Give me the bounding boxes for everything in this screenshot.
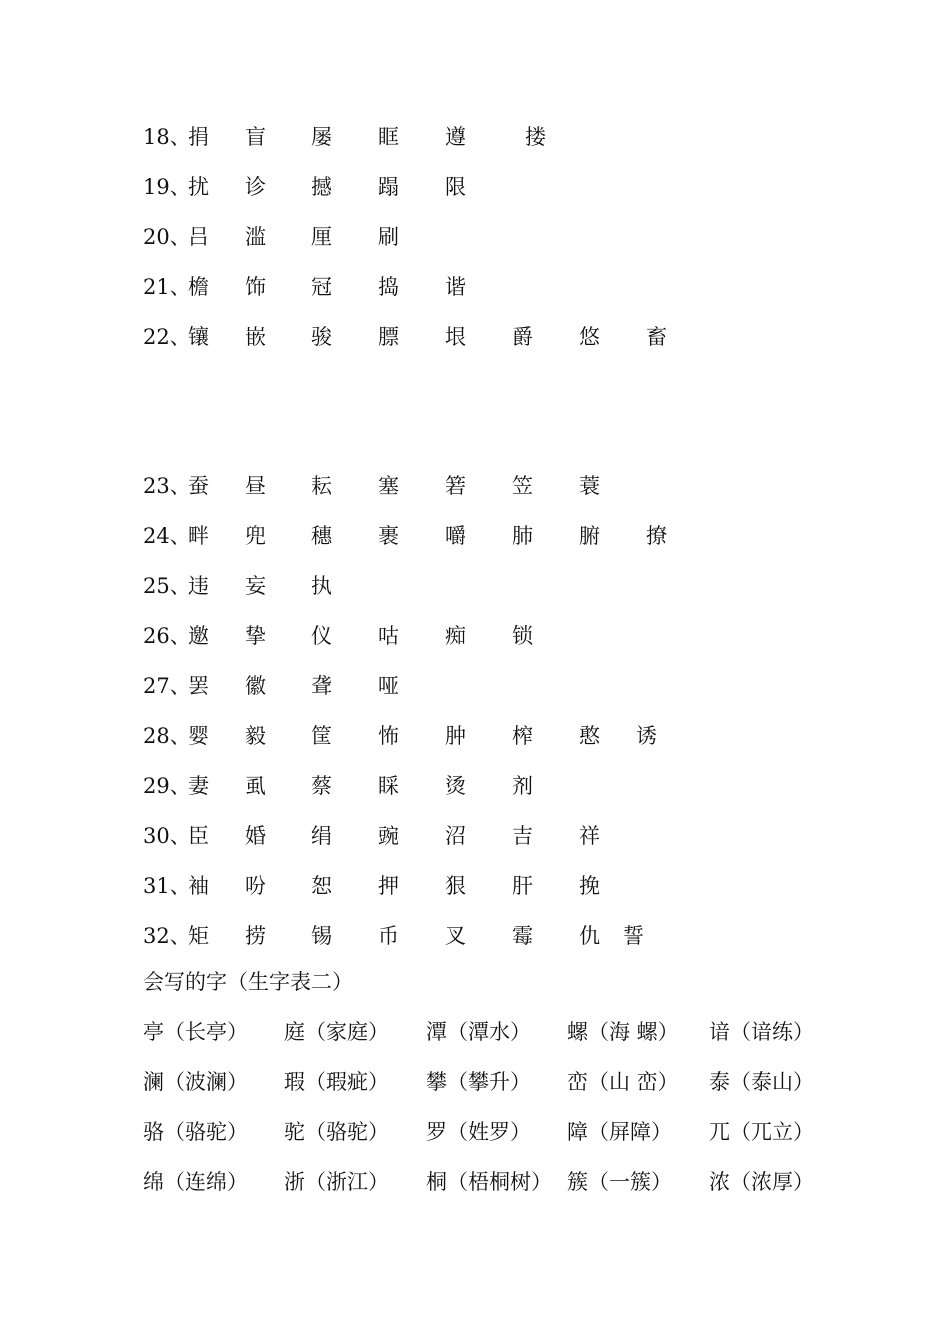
vocab-entry: 亭（长亭） bbox=[143, 1020, 248, 1044]
vocab-entry: 罗（姓罗） bbox=[426, 1120, 531, 1144]
character: 吕 bbox=[188, 225, 209, 249]
character: 诱 bbox=[636, 724, 657, 748]
character: 臣 bbox=[188, 824, 209, 848]
character: 狠 bbox=[445, 874, 466, 898]
vocab-entry: 谙（谙练） bbox=[709, 1020, 814, 1044]
vocab-entry: 桐（梧桐树） bbox=[426, 1170, 552, 1194]
vocab-entry: 澜（波澜） bbox=[143, 1070, 248, 1094]
character: 盲 bbox=[245, 125, 266, 149]
character: 痴 bbox=[445, 624, 466, 648]
character: 谐 bbox=[445, 275, 466, 299]
character: 吩 bbox=[245, 874, 266, 898]
character: 叉 bbox=[445, 924, 466, 948]
character: 筐 bbox=[311, 724, 332, 748]
row-number: 28、 bbox=[143, 724, 191, 748]
character: 膘 bbox=[378, 325, 399, 349]
character: 违 bbox=[188, 574, 209, 598]
character: 扰 bbox=[188, 175, 209, 199]
character: 仇 bbox=[579, 924, 600, 948]
vocab-entry: 泰（泰山） bbox=[709, 1070, 814, 1094]
character: 捣 bbox=[378, 275, 399, 299]
character: 耘 bbox=[311, 474, 332, 498]
character: 箬 bbox=[445, 474, 466, 498]
character: 聋 bbox=[311, 674, 332, 698]
character: 怖 bbox=[378, 724, 399, 748]
row-number: 25、 bbox=[143, 574, 191, 598]
character: 撼 bbox=[311, 175, 332, 199]
character: 撩 bbox=[646, 524, 667, 548]
vocab-entry: 浙（浙江） bbox=[284, 1170, 389, 1194]
character: 嵌 bbox=[245, 325, 266, 349]
character: 绢 bbox=[311, 824, 332, 848]
character: 嚼 bbox=[445, 524, 466, 548]
character: 罢 bbox=[188, 674, 209, 698]
character: 畔 bbox=[188, 524, 209, 548]
vocab-entry: 螺（海 螺） bbox=[567, 1020, 679, 1044]
character: 邀 bbox=[188, 624, 209, 648]
character: 屡 bbox=[311, 125, 332, 149]
vocab-entry: 潭（潭水） bbox=[426, 1020, 531, 1044]
character: 矩 bbox=[188, 924, 209, 948]
vocab-entry: 峦（山 峦） bbox=[567, 1070, 679, 1094]
character: 蚕 bbox=[188, 474, 209, 498]
vocab-entry: 骆（骆驼） bbox=[143, 1120, 248, 1144]
row-number: 31、 bbox=[143, 874, 191, 898]
character: 诊 bbox=[245, 175, 266, 199]
vocab-entry: 攀（攀升） bbox=[426, 1070, 531, 1094]
character: 挚 bbox=[245, 624, 266, 648]
character: 塞 bbox=[378, 474, 399, 498]
character: 笠 bbox=[512, 474, 533, 498]
character: 捞 bbox=[245, 924, 266, 948]
character: 肿 bbox=[445, 724, 466, 748]
character: 妄 bbox=[245, 574, 266, 598]
row-number: 22、 bbox=[143, 325, 191, 349]
row-number: 18、 bbox=[143, 125, 191, 149]
character: 滥 bbox=[245, 225, 266, 249]
character: 畜 bbox=[646, 325, 667, 349]
character: 霉 bbox=[512, 924, 533, 948]
character: 咕 bbox=[378, 624, 399, 648]
vocab-entry: 障（屏障） bbox=[567, 1120, 672, 1144]
row-number: 27、 bbox=[143, 674, 191, 698]
character: 蓑 bbox=[579, 474, 600, 498]
character: 豌 bbox=[378, 824, 399, 848]
vocab-entry: 簇（一簇） bbox=[567, 1170, 672, 1194]
row-number: 29、 bbox=[143, 774, 191, 798]
character: 仪 bbox=[311, 624, 332, 648]
character: 剂 bbox=[512, 774, 533, 798]
character: 榨 bbox=[512, 724, 533, 748]
vocab-entry: 驼（骆驼） bbox=[284, 1120, 389, 1144]
character: 檐 bbox=[188, 275, 209, 299]
character: 限 bbox=[445, 175, 466, 199]
character: 搂 bbox=[525, 125, 546, 149]
character: 厘 bbox=[311, 225, 332, 249]
character: 锁 bbox=[512, 624, 533, 648]
row-number: 24、 bbox=[143, 524, 191, 548]
character: 蹋 bbox=[378, 175, 399, 199]
row-number: 30、 bbox=[143, 824, 191, 848]
character: 币 bbox=[378, 924, 399, 948]
character: 饰 bbox=[245, 275, 266, 299]
character: 睬 bbox=[378, 774, 399, 798]
character: 遵 bbox=[445, 125, 466, 149]
character: 毅 bbox=[245, 724, 266, 748]
character: 祥 bbox=[579, 824, 600, 848]
character: 裹 bbox=[378, 524, 399, 548]
character: 吉 bbox=[512, 824, 533, 848]
character: 悠 bbox=[579, 325, 600, 349]
character: 袖 bbox=[188, 874, 209, 898]
character: 沼 bbox=[445, 824, 466, 848]
character: 烫 bbox=[445, 774, 466, 798]
character: 妻 bbox=[188, 774, 209, 798]
character: 恕 bbox=[311, 874, 332, 898]
character: 挽 bbox=[579, 874, 600, 898]
character: 婚 bbox=[245, 824, 266, 848]
character: 垠 bbox=[445, 325, 466, 349]
character: 刷 bbox=[378, 225, 399, 249]
character: 眶 bbox=[378, 125, 399, 149]
character: 骏 bbox=[311, 325, 332, 349]
character: 婴 bbox=[188, 724, 209, 748]
vocab-entry: 瑕（瑕疵） bbox=[284, 1070, 389, 1094]
character: 虱 bbox=[245, 774, 266, 798]
character: 捐 bbox=[188, 125, 209, 149]
row-number: 26、 bbox=[143, 624, 191, 648]
character: 哑 bbox=[378, 674, 399, 698]
vocab-entry: 庭（家庭） bbox=[284, 1020, 389, 1044]
vocab-entry: 绵（连绵） bbox=[143, 1170, 248, 1194]
character: 憨 bbox=[579, 724, 600, 748]
row-number: 32、 bbox=[143, 924, 191, 948]
character: 穗 bbox=[311, 524, 332, 548]
character: 押 bbox=[378, 874, 399, 898]
character: 昼 bbox=[245, 474, 266, 498]
character: 誓 bbox=[623, 924, 644, 948]
vocab-entry: 浓（浓厚） bbox=[709, 1170, 814, 1194]
character: 执 bbox=[311, 574, 332, 598]
character: 腑 bbox=[579, 524, 600, 548]
section-heading: 会写的字（生字表二） bbox=[143, 970, 353, 994]
character: 蔡 bbox=[311, 774, 332, 798]
vocab-entry: 兀（兀立） bbox=[709, 1120, 814, 1144]
character: 徽 bbox=[245, 674, 266, 698]
row-number: 21、 bbox=[143, 275, 191, 299]
row-number: 19、 bbox=[143, 175, 191, 199]
character: 镶 bbox=[188, 325, 209, 349]
character: 肺 bbox=[512, 524, 533, 548]
character: 锡 bbox=[311, 924, 332, 948]
row-number: 20、 bbox=[143, 225, 191, 249]
character: 爵 bbox=[512, 325, 533, 349]
character: 肝 bbox=[512, 874, 533, 898]
row-number: 23、 bbox=[143, 474, 191, 498]
character: 冠 bbox=[311, 275, 332, 299]
character: 兜 bbox=[245, 524, 266, 548]
